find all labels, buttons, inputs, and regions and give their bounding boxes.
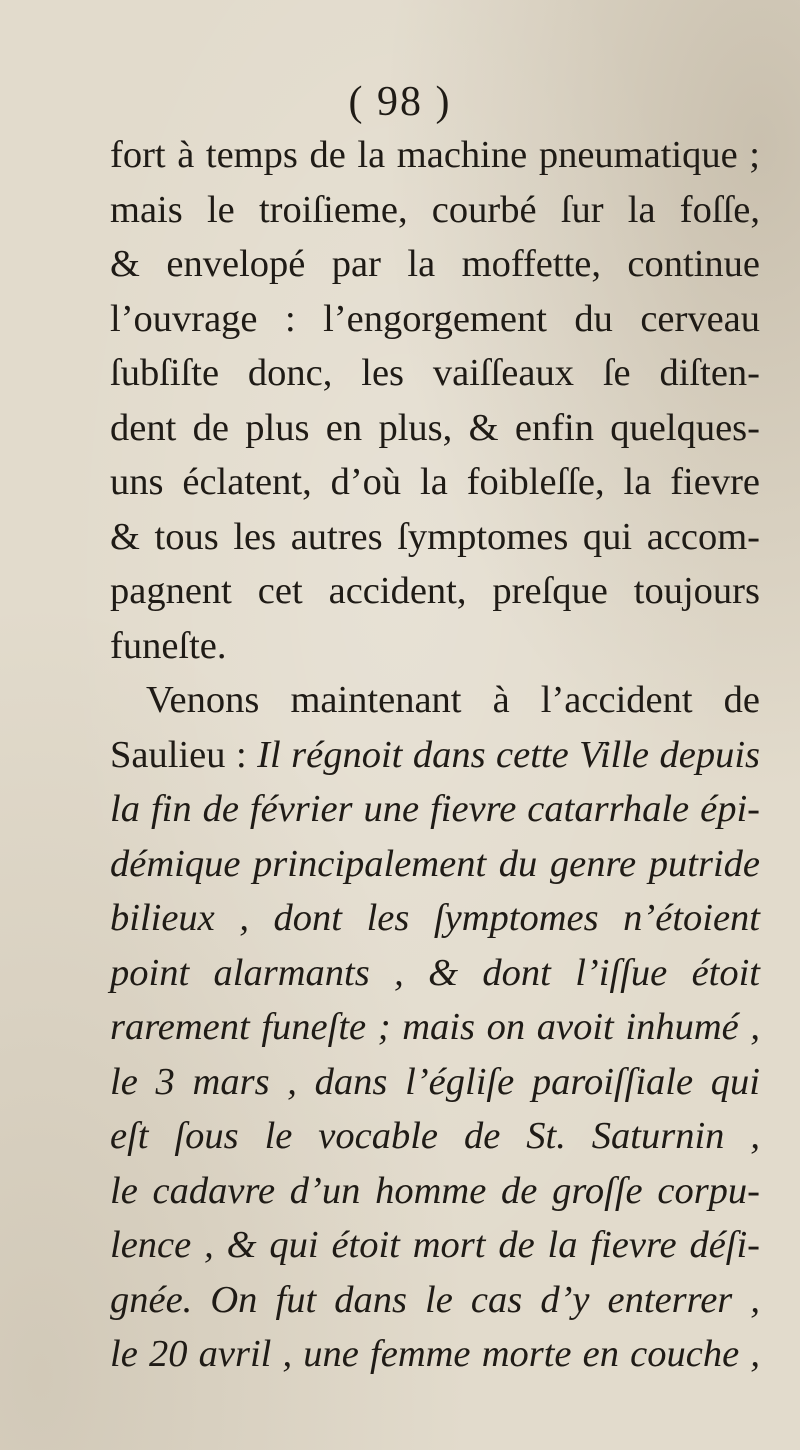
text-line: Venons maintenant à l’accident de: [146, 679, 760, 721]
text-line: [110, 728, 760, 783]
text-line: gnée. On fut dans le cas d’y enterrer ,: [110, 1278, 760, 1321]
text-line: le cadavre d’un homme de groſſe corpu-: [110, 1169, 760, 1212]
text-line: lence , & qui étoit mort de la fievre déſi-: [110, 1224, 760, 1266]
text-line: & envelopé par la moffette, continue: [110, 243, 760, 285]
text-line: le 20 avril , une femme morte en couche ,: [110, 1333, 760, 1375]
text-block: [110, 128, 760, 1382]
text-line: bilieux , dont les ſymptomes n’étoient: [110, 897, 760, 939]
text-line: la fin de février une fievre catarrhale épi-: [110, 788, 760, 830]
text-line: uns éclatent, d’où la foibleſſe, la fievre: [110, 461, 760, 503]
text-roman: Saulieu :: [110, 733, 258, 776]
text-line: le 3 mars , dans l’égliſe paroiſſiale qui: [110, 1060, 760, 1103]
text-line: eſt ſous le vocable de St. Saturnin ,: [110, 1115, 760, 1157]
text-line: dent de plus en plus, & enfin quelques-: [110, 406, 760, 449]
text-line: mais le troiſieme, courbé ſur la foſſe,: [110, 188, 760, 231]
text-line: pagnent cet accident, preſque toujours: [110, 570, 760, 612]
page-number: ( 98 ): [348, 79, 452, 125]
text-line: fort à temps de la machine pneumatique ;: [110, 134, 760, 176]
text-line: & tous les autres ſymptomes qui accom-: [110, 515, 760, 558]
text-line: funeſte.: [110, 624, 227, 667]
text-line: ſubſiſte donc, les vaiſſeaux ſe diſten-: [110, 352, 760, 394]
text-italic: Il régnoit dans cette Ville depuis: [257, 733, 760, 776]
text-line: point alarmants , & dont l’iſſue étoit: [110, 951, 760, 994]
text-line: l’ouvrage : l’engorgement du cerveau: [110, 297, 760, 340]
text-line: démique principalement du genre putride: [110, 842, 760, 885]
text-line: rarement funeſte ; mais on avoit inhumé ,: [110, 1006, 760, 1048]
